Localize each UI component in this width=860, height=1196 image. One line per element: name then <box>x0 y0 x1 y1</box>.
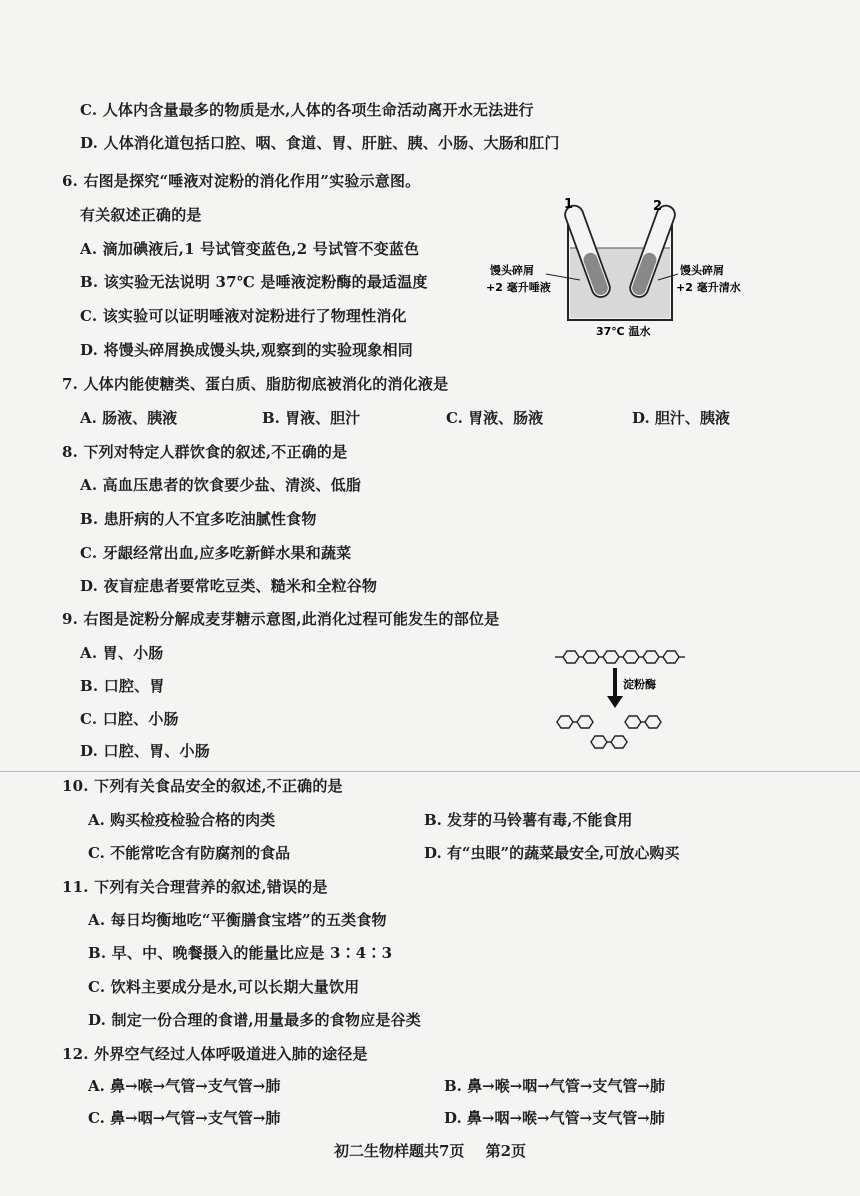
q7-option-c: C. 胃液、肠液 <box>446 409 544 427</box>
q12-option-d: D. 鼻→咽→喉→气管→支气管→肺 <box>444 1109 665 1127</box>
q6-option-b: B. 该实验无法说明 37℃ 是唾液淀粉酶的最适温度 <box>80 273 428 291</box>
q9-option-b: B. 口腔、胃 <box>80 677 165 695</box>
q9-starch-figure <box>555 642 705 760</box>
q6-stem: 6. 右图是探究“唾液对淀粉的消化作用”实验示意图。 <box>62 172 421 190</box>
left-sample-label: 馒头碎屑 <box>490 264 534 277</box>
q12-option-a: A. 鼻→喉→气管→支气管→肺 <box>88 1077 281 1095</box>
q9-option-a: A. 胃、小肠 <box>80 644 164 662</box>
tube-1-label: 1 <box>564 197 574 212</box>
q5-option-c: C. 人体内含量最多的物质是水,人体的各项生命活动离开水无法进行 <box>80 101 534 119</box>
page-footer <box>0 1140 860 1161</box>
water-bath-label: 37℃ 温水 <box>596 325 651 338</box>
q11-stem: 11. 下列有关合理营养的叙述,错误的是 <box>62 878 328 896</box>
q8-option-a: A. 高血压患者的饮食要少盐、清淡、低脂 <box>80 476 362 494</box>
q11-option-c: C. 饮料主要成分是水,可以长期大量饮用 <box>88 978 360 996</box>
footer-page-number: 第2页 <box>485 1142 527 1160</box>
q11-option-d: D. 制定一份合理的食谱,用量最多的食物应是谷类 <box>88 1011 421 1029</box>
q6-option-a: A. 滴加碘液后,1 号试管变蓝色,2 号试管不变蓝色 <box>80 240 420 258</box>
q5-option-d: D. 人体消化道包括口腔、咽、食道、胃、肝脏、胰、小肠、大肠和肛门 <box>80 134 560 152</box>
q12-option-b: B. 鼻→喉→咽→气管→支气管→肺 <box>444 1077 665 1095</box>
tube-2-label: 2 <box>653 199 663 214</box>
q11-option-a: A. 每日均衡地吃“平衡膳食宝塔”的五类食物 <box>88 911 387 929</box>
q8-option-b: B. 患肝病的人不宜多吃油腻性食物 <box>80 510 317 528</box>
q10-option-c: C. 不能常吃含有防腐剂的食品 <box>88 844 291 862</box>
q9-option-d: D. 口腔、胃、小肠 <box>80 742 210 760</box>
q9-option-c: C. 口腔、小肠 <box>80 710 179 728</box>
left-liquid-label: +2 毫升唾液 <box>486 281 551 294</box>
q11-option-b: B. 早、中、晚餐摄入的能量比应是 3∶4∶3 <box>88 944 393 962</box>
q7-option-a: A. 肠液、胰液 <box>80 409 178 427</box>
right-liquid-label: +2 毫升清水 <box>676 281 741 294</box>
q7-option-b: B. 胃液、胆汁 <box>262 409 361 427</box>
q10-option-b: B. 发芽的马铃薯有毒,不能食用 <box>424 811 633 829</box>
q7-stem: 7. 人体内能使糖类、蛋白质、脂肪彻底被消化的消化液是 <box>62 375 449 393</box>
q7-option-d: D. 胆汁、胰液 <box>632 409 730 427</box>
q8-stem: 8. 下列对特定人群饮食的叙述,不正确的是 <box>62 443 348 461</box>
q8-option-d: D. 夜盲症患者要常吃豆类、糙米和全粒谷物 <box>80 577 378 595</box>
right-sample-label: 馒头碎屑 <box>680 264 724 277</box>
q6-experiment-figure <box>480 192 750 342</box>
enzyme-label: 淀粉酶 <box>623 678 656 691</box>
q8-option-c: C. 牙龈经常出血,应多吃新鲜水果和蔬菜 <box>80 544 352 562</box>
q12-option-c: C. 鼻→咽→气管→支气管→肺 <box>88 1109 281 1127</box>
q10-option-d: D. 有“虫眼”的蔬菜最安全,可放心购买 <box>424 844 680 862</box>
page-fold-line <box>0 771 860 772</box>
q6-option-c: C. 该实验可以证明唾液对淀粉进行了物理性消化 <box>80 307 407 325</box>
q12-stem: 12. 外界空气经过人体呼吸道进入肺的途径是 <box>62 1045 368 1063</box>
q6-stem-2: 有关叙述正确的是 <box>80 206 202 224</box>
q9-stem: 9. 右图是淀粉分解成麦芽糖示意图,此消化过程可能发生的部位是 <box>62 610 500 628</box>
q10-option-a: A. 购买检疫检验合格的肉类 <box>88 811 276 829</box>
q6-option-d: D. 将馒头碎屑换成馒头块,观察到的实验现象相同 <box>80 341 413 359</box>
q10-stem: 10. 下列有关食品安全的叙述,不正确的是 <box>62 777 343 795</box>
footer-total-pages: 初二生物样题共7页 <box>333 1142 465 1160</box>
